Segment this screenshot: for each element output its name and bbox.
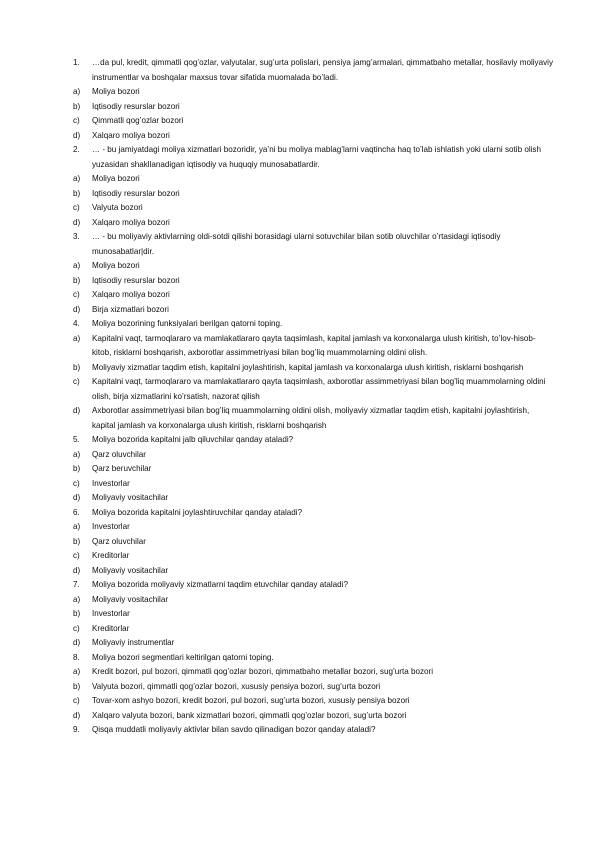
answer-option <box>73 709 553 724</box>
question-marker: 4. <box>73 319 80 328</box>
answer-option-marker: b) <box>73 362 81 372</box>
answer-option-marker: c) <box>73 377 80 386</box>
answer-option <box>73 332 553 361</box>
answer-option-text: Kredit bozori, pul bozori, qimmatli qog’ozlar bozori, qimmatbaho metallar bozori, sug’urta bozori <box>92 667 433 676</box>
answer-option <box>73 665 553 680</box>
question-text: … - bu moliyaviy aktivlarning oldi-sotdi qilishi borasidagi ularni sotuvchilar bilan sotib oluvchilar o’rtasidagi iqtisodiy munosabatlar|dir. <box>92 232 501 256</box>
question-list <box>73 56 553 738</box>
answer-option-marker: c) <box>73 203 80 212</box>
answer-option <box>73 85 553 100</box>
question-marker: 1. <box>73 58 80 67</box>
question <box>73 433 553 448</box>
answer-option-marker: c) <box>73 696 80 705</box>
answer-option <box>73 288 553 303</box>
answer-option <box>73 201 553 216</box>
answer-option-text: Qimmatli qog’ozlar bozori <box>92 116 184 125</box>
question <box>73 230 553 259</box>
answer-option-text: Kreditorlar <box>92 623 130 633</box>
answer-option-text: Xalqaro moliya bozori <box>92 290 170 299</box>
answer-option-text: Moliya bozori <box>92 261 140 270</box>
answer-option-marker: b) <box>73 101 81 111</box>
question-marker: 3. <box>73 232 80 241</box>
question <box>73 143 553 172</box>
question <box>73 506 553 521</box>
answer-option-text: Investorlar <box>92 478 130 488</box>
answer-option <box>73 129 553 144</box>
answer-option-text: Moliyaviy vositachilar <box>92 594 169 604</box>
answer-option <box>73 622 553 637</box>
answer-option <box>73 593 553 608</box>
answer-option-marker: d) <box>73 304 81 314</box>
question-marker: 2. <box>73 145 80 154</box>
answer-option-text: Xalqaro moliya bozori <box>92 130 170 140</box>
answer-option <box>73 100 553 115</box>
answer-option-text: Iqtisodiy resurslar bozori <box>92 275 180 285</box>
question-text: Moliya bozorida kapitalni jalb qiluvchilar qanday ataladi? <box>92 435 294 444</box>
question-marker: 8. <box>73 652 80 662</box>
question-text: … - bu jamiyatdagi moliya xizmatlari bozoridir, ya’ni bu moliya mablag’larni vaqtincha haq to’lab ishlatish yoki ularni sotib olish yuzasidan shakllanadigan iqtisodiy va huquqiy munosabatlardir. <box>92 145 541 169</box>
answer-option <box>73 448 553 463</box>
answer-option <box>73 535 553 550</box>
answer-option-text: Moliyaviy xizmatlar taqdim etish, kapitalni joylashtirish, kapital jamlash va korxonalarga ulush kiritish, risklarni boshqarish <box>92 362 524 372</box>
answer-option-marker: d) <box>73 565 81 575</box>
answer-option-text: Tovar-xom ashyo bozori, kredit bozori, pul bozori, sug’urta bozori, xususiy pensiya bozori <box>92 696 410 705</box>
answer-option-marker: b) <box>73 609 81 618</box>
answer-option-marker: d) <box>73 130 81 140</box>
answer-option-marker: a) <box>73 87 81 96</box>
question-text: Moliya bozorida moliyaviy xizmatlarni taqdim etuvchilar qanday ataladi? <box>92 580 348 589</box>
answer-option-text: Kapitalni vaqt, tarmoqlararo va mamlakatlararo qayta taqsimlash, kapital jamlash va korxonalarga ulush kiritish, to’lov-hisob-kitob, risklarni boshqarish, axborotlar assimmetriyasi bilan bog’liq muammolarning oldini olish. <box>92 333 536 357</box>
answer-option <box>73 549 553 564</box>
answer-option <box>73 607 553 622</box>
answer-option <box>73 404 553 433</box>
answer-option <box>73 491 553 506</box>
question-marker: 7. <box>73 580 80 589</box>
answer-option <box>73 361 553 376</box>
answer-option-marker: a) <box>73 174 81 183</box>
answer-option <box>73 520 553 535</box>
answer-option-marker: d) <box>73 217 81 227</box>
question <box>73 578 553 593</box>
question-text: Moliya bozorida kapitalni joylashtiruvchilar qanday ataladi? <box>92 507 303 517</box>
answer-option-text: Valyuta bozori, qimmatli qog’ozlar bozori, xususiy pensiya bozori, sug’urta bozori <box>92 681 381 691</box>
answer-option-text: Qarz beruvchilar <box>92 464 152 473</box>
answer-option-text: Axborotlar assimmetriyasi bilan bog’liq muammolarning oldini olish, moliyaviy xizmatlar taqdim etish, kapitalni joylashtirish, kapital jamlash va korxonalarga ulush kiritish, risklarni boshqarish <box>92 406 530 430</box>
answer-option <box>73 636 553 651</box>
answer-option <box>73 564 553 579</box>
question-text: …da pul, kredit, qimmatli qog’ozlar, valyutalar, sug’urta polislari, pensiya jamg’armalari, qimmatbaho metallar, hosilaviy moliyaviy instrumentlar va boshqalar maxsus tovar sifatida muomalada bo’ladi. <box>92 58 553 82</box>
answer-option <box>73 680 553 695</box>
answer-option-text: Qarz oluvchilar <box>92 449 146 459</box>
question-marker: 6. <box>73 507 80 517</box>
answer-option-marker: c) <box>73 478 80 488</box>
answer-option-text: Xalqaro valyuta bozori, bank xizmatlari bozori, qimmatli qog’ozlar bozori, sug’urta bozori <box>92 710 407 720</box>
question-text: Qisqa muddatli moliyaviy aktivlar bilan savdo qilinadigan bozor qanday ataladi? <box>92 725 376 734</box>
answer-option <box>73 694 553 709</box>
answer-option-marker: a) <box>73 449 81 459</box>
answer-option-text: Moliyaviy vositachilar <box>92 493 169 502</box>
answer-option-text: Investorlar <box>92 609 130 618</box>
answer-option <box>73 375 553 404</box>
question-marker: 5. <box>73 435 80 444</box>
answer-option-marker: b) <box>73 275 81 285</box>
answer-option <box>73 172 553 187</box>
answer-option <box>73 187 553 202</box>
question-marker: 9. <box>73 725 80 734</box>
answer-option-marker: c) <box>73 116 80 125</box>
question-text: Moliya bozorining funksiyalari berilgan qatorni toping. <box>92 319 283 328</box>
answer-option-marker: d) <box>73 710 81 720</box>
answer-option-marker: c) <box>73 551 80 560</box>
answer-option-marker: c) <box>73 290 80 299</box>
answer-option-marker: c) <box>73 623 80 633</box>
answer-option-text: Moliyaviy vositachilar <box>92 565 169 575</box>
answer-option-text: Moliya bozori <box>92 87 140 96</box>
answer-option-text: Moliyaviy instrumentlar <box>92 638 175 647</box>
answer-option-marker: b) <box>73 464 81 473</box>
answer-option-text: Investorlar <box>92 522 130 531</box>
answer-option-marker: a) <box>73 333 81 343</box>
answer-option <box>73 477 553 492</box>
answer-option-marker: b) <box>73 681 81 691</box>
answer-option-marker: a) <box>73 522 81 531</box>
answer-option-text: Birja xizmatlari bozori <box>92 304 169 314</box>
answer-option <box>73 259 553 274</box>
question <box>73 651 553 666</box>
answer-option-marker: a) <box>73 667 81 676</box>
answer-option-marker: d) <box>73 638 81 647</box>
answer-option-text: Valyuta bozori <box>92 203 143 212</box>
answer-option <box>73 216 553 231</box>
answer-option-marker: b) <box>73 536 81 546</box>
answer-option-text: Qarz oluvchilar <box>92 536 146 546</box>
answer-option <box>73 274 553 289</box>
answer-option <box>73 462 553 477</box>
answer-option-text: Kapitalni vaqt, tarmoqlararo va mamlakatlararo qayta taqsimlash, axborotlar assimmetriyasi bilan bog’liq muammolarning oldini olish, birja xizmatlarini ko’rsatish, nazorat qilish <box>92 377 546 401</box>
question <box>73 317 553 332</box>
answer-option-marker: b) <box>73 188 81 198</box>
answer-option-text: Kreditorlar <box>92 551 130 560</box>
question-text: Moliya bozori segmentlari keltirilgan qatorni toping. <box>92 652 274 662</box>
answer-option-text: Xalqaro moliya bozori <box>92 217 170 227</box>
answer-option-text: Iqtisodiy resurslar bozori <box>92 188 180 198</box>
answer-option-marker: a) <box>73 594 81 604</box>
answer-option-marker: d) <box>73 406 81 415</box>
answer-option <box>73 114 553 129</box>
question <box>73 723 553 738</box>
answer-option <box>73 303 553 318</box>
answer-option-text: Moliya bozori <box>92 174 140 183</box>
answer-option-marker: a) <box>73 261 81 270</box>
answer-option-marker: d) <box>73 493 81 502</box>
question <box>73 56 553 85</box>
answer-option-text: Iqtisodiy resurslar bozori <box>92 101 180 111</box>
